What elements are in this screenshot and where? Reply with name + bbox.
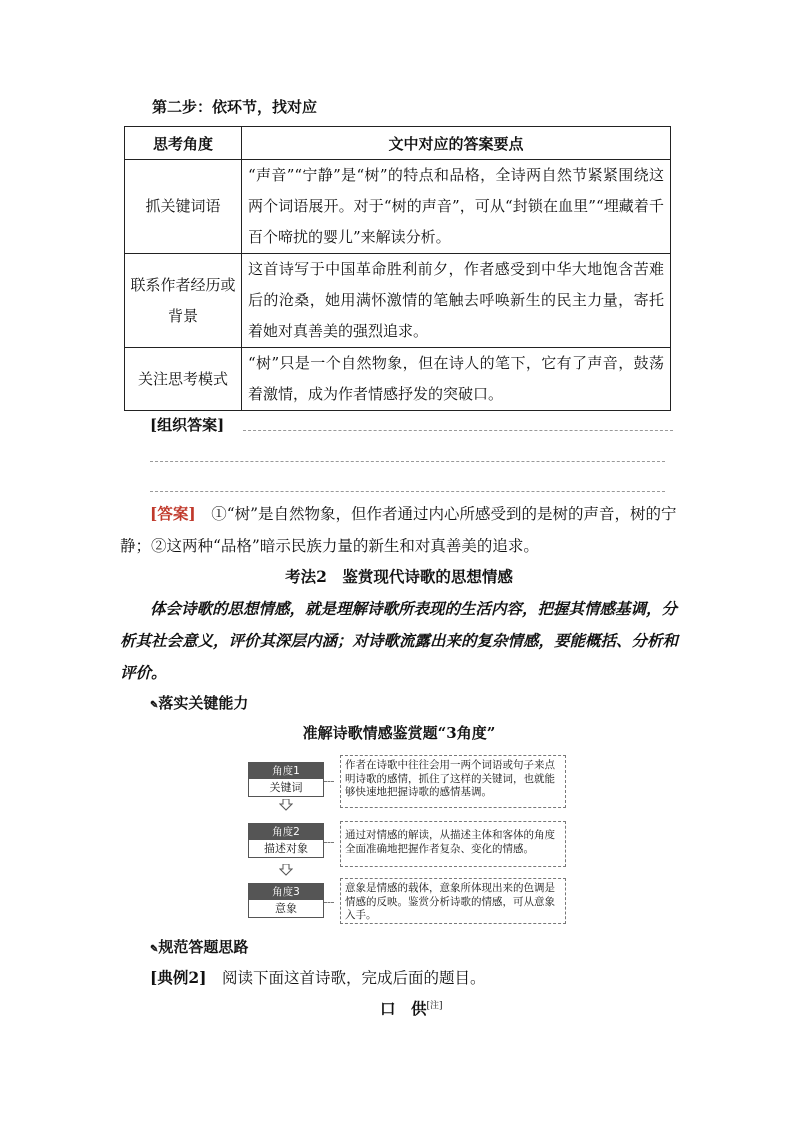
method-intro: 体会诗歌的思想情感，就是理解诗歌所表现的生活内容，把握其情感基调，分析其社会意义，评价其深层内涵；对诗歌流露出来的复杂情感，要能概括、分析和评价。 bbox=[120, 599, 679, 682]
standard-approach-label: 规范答题思路 bbox=[158, 938, 249, 956]
down-arrow-icon bbox=[279, 799, 293, 811]
answer-line bbox=[150, 491, 665, 492]
example-line bbox=[150, 966, 485, 988]
diagram-title: 准解诗歌情感鉴赏题“3角度” bbox=[302, 724, 496, 742]
angle-label: 描述对象 bbox=[249, 840, 323, 857]
angle-head: 角度2 bbox=[249, 824, 323, 840]
step-title: 第二步：依环节，找对应 bbox=[152, 98, 318, 116]
table-cell-point: “树”只是一个自然物象，但在诗人的笔下，它有了声音，鼓荡着激情，成为作者情感抒发的突破口。 bbox=[242, 348, 671, 411]
table-row bbox=[125, 160, 671, 254]
connector-line bbox=[324, 781, 334, 782]
table-cell-angle: 联系作者经历或背景 bbox=[125, 254, 242, 348]
poem-note-mark: [注] bbox=[426, 1000, 443, 1011]
poem-title-line bbox=[380, 997, 443, 1019]
table-header: 文中对应的答案要点 bbox=[242, 127, 671, 160]
analysis-table bbox=[124, 126, 671, 411]
connector-line bbox=[324, 902, 334, 903]
table-cell-angle: 关注思考模式 bbox=[125, 348, 242, 411]
standard-approach-heading bbox=[150, 936, 248, 957]
table-header: 思考角度 bbox=[125, 127, 242, 160]
angle-label: 关键词 bbox=[249, 779, 323, 796]
angle-description: 作者在诗歌中往往会用一两个词语或句子来点明诗歌的感情，抓住了这样的关键词，也就能够快速地把握诗歌的感情基调。 bbox=[340, 755, 566, 808]
answer-line bbox=[243, 430, 673, 431]
angle-box bbox=[248, 762, 324, 797]
answer-paragraph bbox=[120, 498, 678, 562]
table-row bbox=[125, 348, 671, 411]
angle-label: 意象 bbox=[249, 900, 323, 917]
answer-label: [答案] bbox=[150, 504, 196, 523]
table-cell-angle: 抓关键词语 bbox=[125, 160, 242, 254]
table-cell-point: 这首诗写于中国革命胜利前夕，作者感受到中华大地饱含苦难后的沧桑，她用满怀激情的笔触去呼唤新生的民主力量，寄托着她对真善美的强烈追求。 bbox=[242, 254, 671, 348]
angle-head: 角度1 bbox=[249, 763, 323, 779]
key-ability-label: 落实关键能力 bbox=[158, 694, 249, 712]
table-row bbox=[125, 254, 671, 348]
angle-description: 通过对情感的解读，从描述主体和客体的角度全面准确地把握作者复杂、变化的情感。 bbox=[340, 821, 566, 867]
answer-text: ①“树”是自然物象，但作者通过内心所感受到的是树的声音，树的宁静；②这两种“品格”暗示民族力量的新生和对真善美的追求。 bbox=[120, 505, 677, 555]
answer-line bbox=[150, 461, 665, 462]
table-cell-point: “声音”“宁静”是“树”的特点和品格，全诗两自然节紧紧围绕这两个词语展开。对于“树的声音”，可从“封锁在血里”“埋藏着千百个啼扰的婴儿”来解读分析。 bbox=[242, 160, 671, 254]
angle-description: 意象是情感的载体，意象所体现出来的色调是情感的反映。鉴赏分析诗歌的情感，可从意象入手。 bbox=[340, 878, 566, 924]
method-title: 考法2 鉴赏现代诗歌的思想情感 bbox=[285, 567, 513, 586]
poem-title: 口 供 bbox=[380, 999, 427, 1018]
example-label: [典例2] bbox=[150, 968, 207, 987]
angle-box bbox=[248, 823, 324, 858]
organize-answer-label: [组织答案] bbox=[150, 416, 225, 434]
table-header-row bbox=[125, 127, 671, 160]
pen-icon: ✎ bbox=[150, 700, 159, 711]
key-ability-heading bbox=[150, 692, 248, 713]
down-arrow-icon bbox=[279, 864, 293, 876]
pen-icon: ✎ bbox=[150, 944, 159, 955]
angle-box bbox=[248, 883, 324, 918]
angle-head: 角度3 bbox=[249, 884, 323, 900]
example-text: 阅读下面这首诗歌，完成后面的题目。 bbox=[221, 969, 486, 987]
connector-line bbox=[324, 842, 334, 843]
